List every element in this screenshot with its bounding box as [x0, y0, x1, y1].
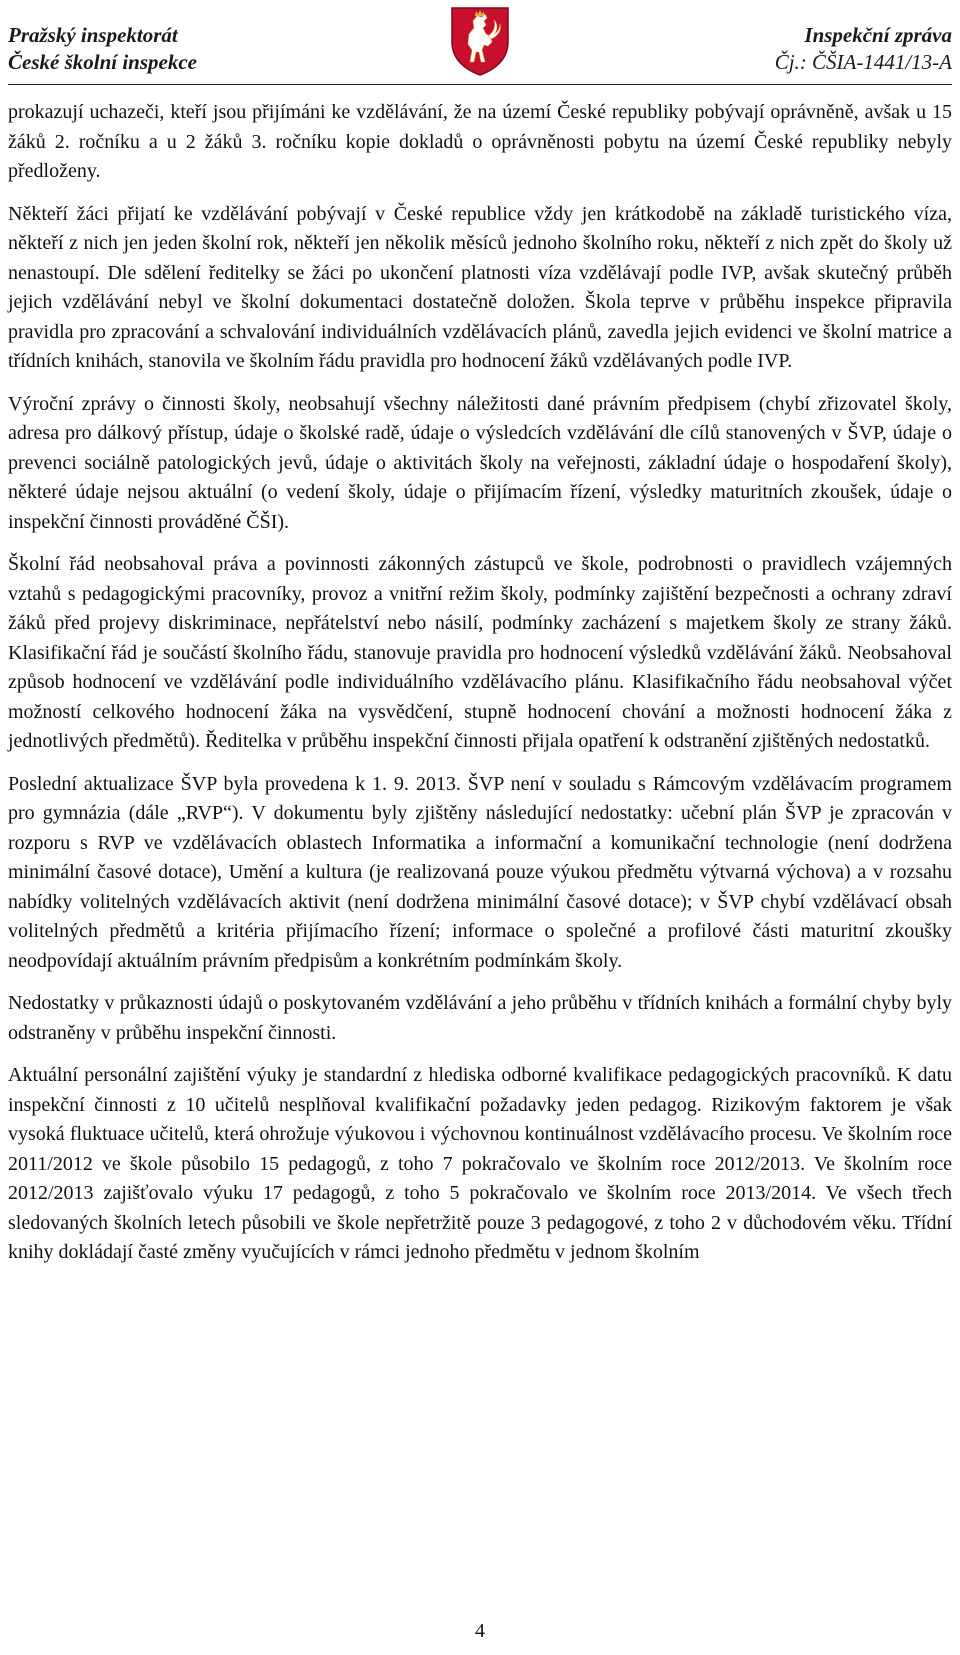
inspectorate-name: Pražský inspektorát [8, 23, 178, 47]
paragraph: Poslední aktualizace ŠVP byla provedena k 1. 9. 2013. ŠVP není v souladu s Rámcovým vzdělávacím programem pro gymnázia (dále „RVP“). V dokumentu byly zjištěny následující nedostatky: učební plán ŠVP je zpracován v rozporu s RVP ve vzdělávacích oblastech Informatika a informační a komunikační technologie (není dodržena minimální časové dotace), Umění a kultura (je realizovaná pouze výukou předmětu výtvarná výchova) a v rozsahu nabídky volitelných vzdělávacích aktivit (není dodržena minimální časové dotace); v ŠVP chybí vzdělávací obsah volitelných předmětů a kritéria přijímacího řízení; informace o společné a profilové části maturitní zkoušky neodpovídají aktuálním právním předpisům a konkrétním podmínkám školy. [8, 772, 952, 972]
czech-coat-of-arms-icon [448, 4, 512, 78]
page-header [8, 4, 952, 82]
reference-number: Čj.: ČŠIA-1441/13-A [774, 50, 952, 74]
paragraph: Aktuální personální zajištění výuky je standardní z hlediska odborné kvalifikace pedagogických pracovníků. K datu inspekční činnosti z 10 učitelů nesplňoval kvalifikační požadavky jeden pedagog. Rizikovým faktorem je však vysoká fluktuace učitelů, která ohrožuje výukovou i výchovnou kontinuálnost vzdělávacího procesu. Ve školním roce 2011/2012 ve škole působilo 15 pedagogů, z toho 7 pokračovalo ve školním roce 2012/2013. Ve školním roce 2012/2013 zajišťovalo výuku 17 pedagogů, z toho 5 pokračovalo ve školním roce 2013/2014. Ve všech třech sledovaných školních letech působili ve škole nepřetržitě pouze 3 pedagogové, z toho 2 v důchodovém věku. Třídní knihy dokládají časté změny vyučujících v rámci jednoho předmětu v jednom školním [8, 1064, 952, 1263]
paragraph: Nedostatky v průkaznosti údajů o poskytovaném vzdělávání a jeho průběhu v třídních knihách a formální chyby byly odstraněny v průběhu inspekční činnosti. [8, 992, 952, 1044]
paragraph: Někteří žáci přijatí ke vzdělávání pobývají v České republice vždy jen krátkodobě na základě turistického víza, někteří z nich jen jeden školní rok, někteří jen několik měsíců jednoho školního roku, někteří z nich zpět do školy už nenastoupí. Dle sdělení ředitelky se žáci po ukončení platnosti víza vzdělávají podle IVP, avšak skutečný průběh jejich vzdělávání nebyl ve školní dokumentaci dostatečně doložen. Škola teprve v průběhu inspekce připravila pravidla pro zpracování a schvalování individuálních vzdělávacích plánů, zavedla jejich evidenci ve školní matrice a třídních knihách, stanovila ve školním řádu pravidla pro hodnocení žáků vzdělávaných podle IVP. [8, 202, 952, 372]
header-right [775, 22, 952, 76]
page-number: 4 [475, 1620, 485, 1642]
paragraph: Školní řád neobsahoval práva a povinnosti zákonných zástupců ve škole, podrobnosti o pravidlech vzájemných vztahů s pedagogickými pracovníky, provoz a vnitřní režim školy, podmínky zajištění bezpečnosti a ochrany zdraví žáků před projevy diskriminace, nepřátelství nebo násilí, podmínky zacházení s majetkem školy ze strany žáků. Klasifikační řád je součástí školního řádu, stanovuje pravidla pro hodnocení výsledků vzdělávání žáků. Neobsahoval způsob hodnocení ve vzdělávání podle individuálního vzdělávacího plánu. Klasifikačního řádu neobsahoval výčet možností celkového hodnocení žáka na vysvědčení, stupně hodnocení chování a možnosti hodnocení žáka z jednotlivých předmětů). Ředitelka v průběhu inspekční činnosti přijala opatření k odstranění zjištěných nedostatků. [8, 553, 952, 752]
paragraph: prokazují uchazeči, kteří jsou přijímáni ke vzdělávání, že na území České republiky pobývají oprávněně, avšak u 15 žáků 2. ročníku a u 2 žáků 3. ročníku kopie dokladů o oprávněnosti pobytu na území České republiky nebyly předloženy. [8, 101, 952, 182]
header-left [8, 22, 197, 76]
document-body [8, 98, 952, 1281]
header-divider [8, 84, 952, 85]
paragraph: Výroční zprávy o činnosti školy, neobsahují všechny náležitosti dané právním předpisem (chybí zřizovatel školy, adresa pro dálkový přístup, údaje o školské radě, údaje o výsledcích vzdělávání dle cílů stanovených v ŠVP, údaje o prevenci sociálně patologických jevů, údaje o aktivitách školy na veřejnosti, základní údaje o hospodaření školy), některé údaje nejsou aktuální (o vedení školy, údaje o přijímacím řízení, výsledky maturitních zkoušek, údaje o inspekční činnosti prováděné ČŠI). [8, 392, 952, 533]
document-type: Inspekční zpráva [804, 23, 952, 47]
institution-name: České školní inspekce [8, 50, 197, 74]
